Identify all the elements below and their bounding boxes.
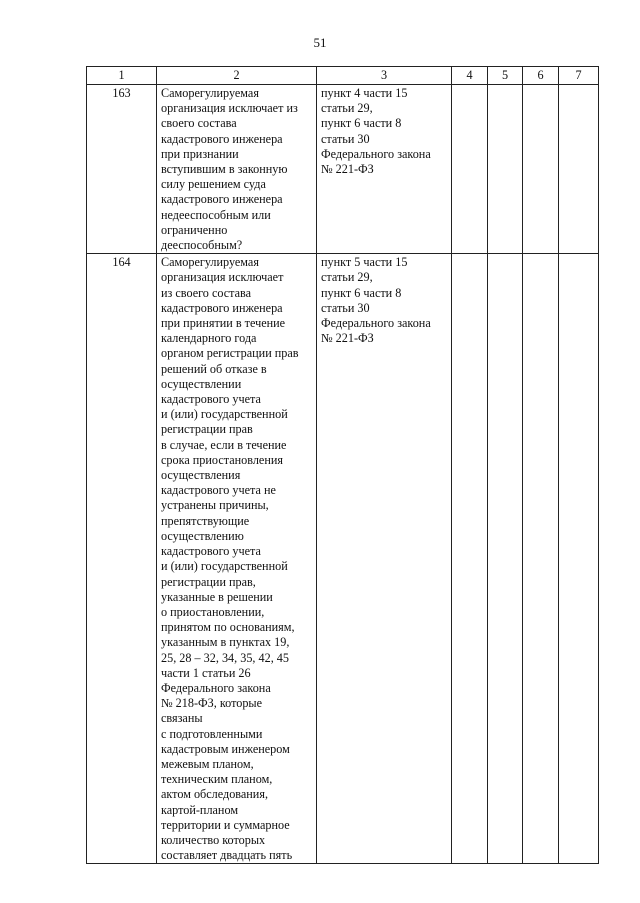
legal-basis-line: № 221-ФЗ	[321, 331, 374, 346]
legal-basis-line: статьи 29,	[321, 101, 373, 116]
requirement-text-line: кадастрового учета	[161, 544, 261, 559]
legal-basis	[317, 85, 452, 254]
empty-cell	[488, 85, 523, 254]
row-number: 163	[87, 85, 157, 254]
column-header: 2	[157, 67, 317, 85]
legal-basis-line: пункт 6 части 8	[321, 285, 402, 300]
requirement-text-line: кадастрового учета не	[161, 483, 276, 498]
requirement-text-line: территории и суммарное	[161, 817, 290, 832]
legal-basis-line: пункт 4 части 15	[321, 86, 408, 100]
column-header: 3	[317, 67, 452, 85]
requirement-text-line: количество которых	[161, 832, 266, 847]
requirement-text-line: осуществлении	[161, 376, 242, 391]
table-row	[87, 85, 599, 254]
requirement-text	[157, 254, 317, 864]
requirement-text-line: осуществлению	[161, 528, 244, 543]
requirement-text	[157, 85, 317, 254]
requirement-text-line: Федерального закона	[161, 680, 271, 695]
requirement-text-line: кадастровым инженером	[161, 741, 290, 756]
requirement-text-line: устранены причины,	[161, 498, 269, 513]
requirement-text-line: кадастрового инженера	[161, 192, 283, 207]
column-header: 1	[87, 67, 157, 85]
requirement-text-line: в случае, если в течение	[161, 437, 287, 452]
requirement-text-line: решений об отказе в	[161, 361, 267, 376]
legal-basis-line: статьи 30	[321, 131, 370, 146]
requirement-text-line: принятом по основаниям,	[161, 620, 295, 635]
requirement-text-line: ограниченно	[161, 222, 228, 237]
requirement-text-line: недееспособным или	[161, 207, 271, 222]
legal-basis-line: пункт 5 части 15	[321, 255, 408, 270]
requirement-text-line: о приостановлении,	[161, 604, 265, 619]
requirement-text-line: препятствующие	[161, 513, 250, 528]
requirement-text-line: составляет двадцать пять	[161, 848, 293, 863]
legal-basis-line: статьи 30	[321, 300, 370, 315]
requirement-text-line: организация исключает	[161, 270, 284, 285]
requirement-text-line: календарного года	[161, 331, 257, 346]
requirement-text-line: регистрации прав,	[161, 574, 256, 589]
requirement-text-line: Саморегулируемая	[161, 86, 259, 100]
requirement-text-line: Саморегулируемая	[161, 255, 259, 270]
legal-basis-line: Федерального закона	[321, 146, 431, 161]
empty-cell	[523, 254, 559, 864]
requirements-table	[86, 66, 599, 864]
requirement-text-line: органом регистрации прав	[161, 346, 299, 361]
legal-basis-line: Федерального закона	[321, 316, 431, 331]
requirement-text-line: дееспособным?	[161, 238, 243, 253]
requirement-text-line: при признании	[161, 146, 239, 161]
requirement-text-line: связаны	[161, 711, 203, 726]
table-header-row	[87, 67, 599, 85]
requirement-text-line: своего состава	[161, 116, 237, 131]
column-header: 5	[488, 67, 523, 85]
requirement-text-line: актом обследования,	[161, 787, 268, 802]
empty-cell	[559, 254, 599, 864]
requirement-text-line: № 218-ФЗ, которые	[161, 696, 263, 711]
requirement-text-line: срока приостановления	[161, 452, 283, 467]
requirement-text-line: техническим планом,	[161, 772, 273, 787]
requirement-text-line: из своего состава	[161, 285, 252, 300]
requirement-text-line: картой-планом	[161, 802, 239, 817]
requirement-text-line: кадастрового учета	[161, 392, 261, 407]
requirement-text-line: межевым планом,	[161, 756, 254, 771]
requirement-text-line: организация исключает из	[161, 101, 298, 116]
requirement-text-line: кадастрового инженера	[161, 131, 283, 146]
empty-cell	[523, 85, 559, 254]
row-number: 164	[87, 254, 157, 864]
legal-basis	[317, 254, 452, 864]
requirement-text-line: регистрации прав	[161, 422, 253, 437]
column-header: 4	[452, 67, 488, 85]
requirement-text-line: осуществления	[161, 468, 241, 483]
legal-basis-line: пункт 6 части 8	[321, 116, 402, 131]
empty-cell	[452, 85, 488, 254]
column-header: 6	[523, 67, 559, 85]
legal-basis-line: статьи 29,	[321, 270, 373, 285]
requirement-text-line: при принятии в течение	[161, 316, 286, 331]
empty-cell	[452, 254, 488, 864]
table-row	[87, 254, 599, 864]
requirement-text-line: и (или) государственной	[161, 559, 288, 574]
requirement-text-line: указанным в пунктах 19,	[161, 635, 290, 650]
page-number: 51	[313, 35, 327, 50]
column-header: 7	[559, 67, 599, 85]
empty-cell	[488, 254, 523, 864]
legal-basis-line: № 221-ФЗ	[321, 162, 374, 177]
requirement-text-line: и (или) государственной	[161, 407, 288, 422]
requirement-text-line: вступившим в законную	[161, 162, 288, 177]
requirement-text-line: с подготовленными	[161, 726, 263, 741]
empty-cell	[559, 85, 599, 254]
requirement-text-line: части 1 статьи 26	[161, 665, 251, 680]
requirement-text-line: 25, 28 – 32, 34, 35, 42, 45	[161, 650, 289, 665]
requirement-text-line: силу решением суда	[161, 177, 266, 192]
requirement-text-line: кадастрового инженера	[161, 300, 283, 315]
requirement-text-line: указанные в решении	[161, 589, 273, 604]
